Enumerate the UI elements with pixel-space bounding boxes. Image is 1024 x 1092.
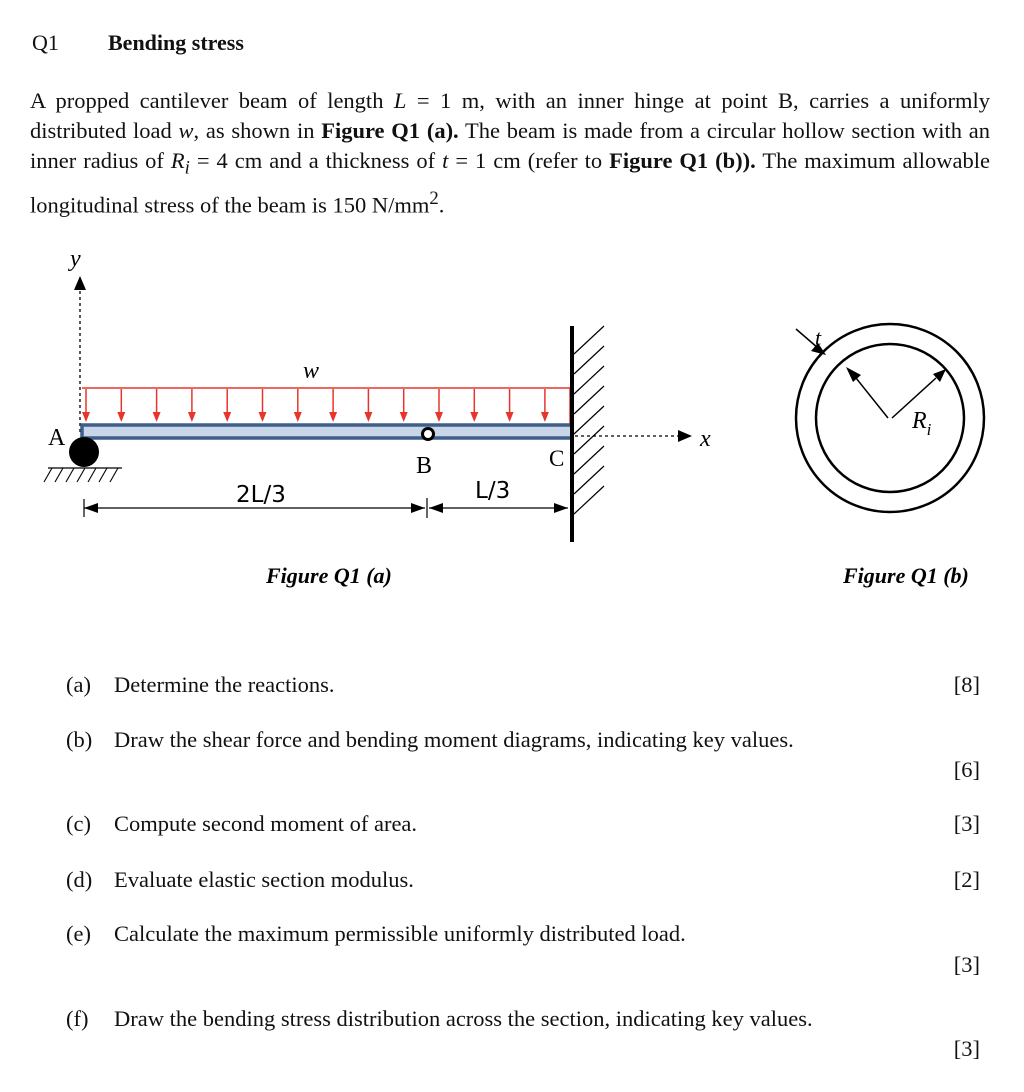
beam	[82, 425, 572, 438]
intro-text-2: , with an inner hinge at point B, carries a uniformly distributed load	[30, 88, 990, 143]
part-a	[66, 672, 335, 698]
pin-support	[69, 437, 99, 467]
part-a-marks: [8]	[953, 672, 980, 697]
part-f-marks: [3]	[953, 1036, 980, 1061]
load-arrow-head	[188, 412, 196, 422]
x-axis-label: x	[700, 426, 711, 452]
var-Ri: R	[170, 148, 185, 173]
load-arrow-head	[223, 412, 231, 422]
problem-statement	[30, 86, 990, 220]
thickness-label: t	[815, 325, 822, 350]
figure-a-caption: Figure Q1 (a)	[266, 563, 392, 588]
load-arrow-head	[294, 412, 302, 422]
intro-text-3: , as shown in	[193, 118, 322, 143]
part-d-label: (d)	[66, 867, 93, 892]
var-t: t	[442, 148, 449, 173]
var-w: w	[178, 118, 194, 143]
point-c-label: C	[549, 446, 565, 471]
load-arrow-head	[259, 412, 267, 422]
part-e-marks: [3]	[953, 952, 980, 977]
part-b-marks: [6]	[953, 757, 980, 782]
y-axis-arrowhead	[74, 276, 86, 290]
L-value: = 1 m	[406, 88, 480, 113]
part-d	[66, 867, 414, 893]
load-label: w	[303, 358, 320, 384]
part-b-text: Draw the shear force and bending moment diagrams, indicating key values.	[114, 727, 794, 752]
intro-text-8: .	[438, 192, 445, 217]
part-d-text: Evaluate elastic section modulus.	[114, 867, 414, 892]
x-axis-arrowhead	[678, 430, 692, 442]
dimension-L3: L/3	[475, 478, 511, 504]
load-arrow-head	[117, 412, 125, 422]
load-arrow-head	[470, 412, 478, 422]
inner-hinge	[423, 429, 434, 440]
intro-text-7: The maximum allowable longitudinal stress of the beam is 150 N/mm	[30, 148, 990, 217]
part-f	[66, 1006, 813, 1032]
t-value: = 1 cm	[448, 148, 521, 173]
figure-a-reference: Figure Q1 (a).	[321, 118, 459, 143]
load-arrow-head	[329, 412, 337, 422]
part-b-label: (b)	[66, 727, 93, 752]
load-arrow-head	[153, 412, 161, 422]
question-title: Bending stress	[108, 30, 244, 55]
point-a-label: A	[48, 425, 66, 451]
hollow-section	[796, 324, 984, 512]
load-arrow-head	[506, 412, 514, 422]
Ri-value: = 4 cm	[189, 148, 263, 173]
part-c	[66, 811, 417, 837]
y-axis	[74, 276, 86, 432]
question-number: Q1	[32, 30, 59, 55]
figure-b-reference: Figure Q1 (b)).	[609, 148, 756, 173]
load-arrow-head	[400, 412, 408, 422]
intro-text-6: (refer to	[520, 148, 610, 173]
part-f-text: Draw the bending stress distribution across the section, indicating key values.	[114, 1006, 813, 1031]
var-L: L	[393, 88, 407, 113]
radius-label-sub: i	[926, 420, 932, 439]
part-c-text: Compute second moment of area.	[114, 811, 418, 836]
part-f-label: (f)	[66, 1006, 89, 1031]
superscript-2: 2	[429, 187, 439, 209]
part-a-text: Determine the reactions.	[114, 672, 335, 697]
distributed-load	[82, 388, 570, 424]
part-e-label: (e)	[66, 921, 91, 946]
intro-text-1: A propped cantilever beam of length	[30, 88, 394, 113]
part-c-label: (c)	[66, 811, 91, 836]
load-arrow-head	[364, 412, 372, 422]
point-b-label: B	[416, 453, 433, 479]
part-a-label: (a)	[66, 672, 91, 697]
load-arrow-head	[435, 412, 443, 422]
part-c-marks: [3]	[953, 811, 980, 836]
wall-hatch	[574, 326, 604, 514]
load-arrow-head	[82, 412, 90, 422]
inner-circle	[816, 344, 964, 492]
ground-hatch-a	[44, 468, 122, 482]
figures	[0, 230, 1024, 600]
figure-b-caption: Figure Q1 (b)	[843, 563, 969, 588]
intro-text-5: and a thickness of	[262, 148, 443, 173]
part-e-text: Calculate the maximum permissible uniformly distributed load.	[114, 921, 686, 946]
var-Ri-sub: i	[184, 157, 190, 179]
part-b	[66, 727, 794, 753]
part-d-marks: [2]	[953, 867, 980, 892]
y-axis-label: y	[70, 246, 81, 272]
load-arrows	[82, 389, 549, 422]
radius-label-var: R	[912, 408, 927, 434]
part-e	[66, 921, 686, 947]
load-arrow-head	[541, 412, 549, 422]
dimension-2L3: 2L/3	[236, 482, 286, 508]
intro-text-4: The beam is made from a circular hollow section with an inner radius of	[30, 118, 991, 173]
